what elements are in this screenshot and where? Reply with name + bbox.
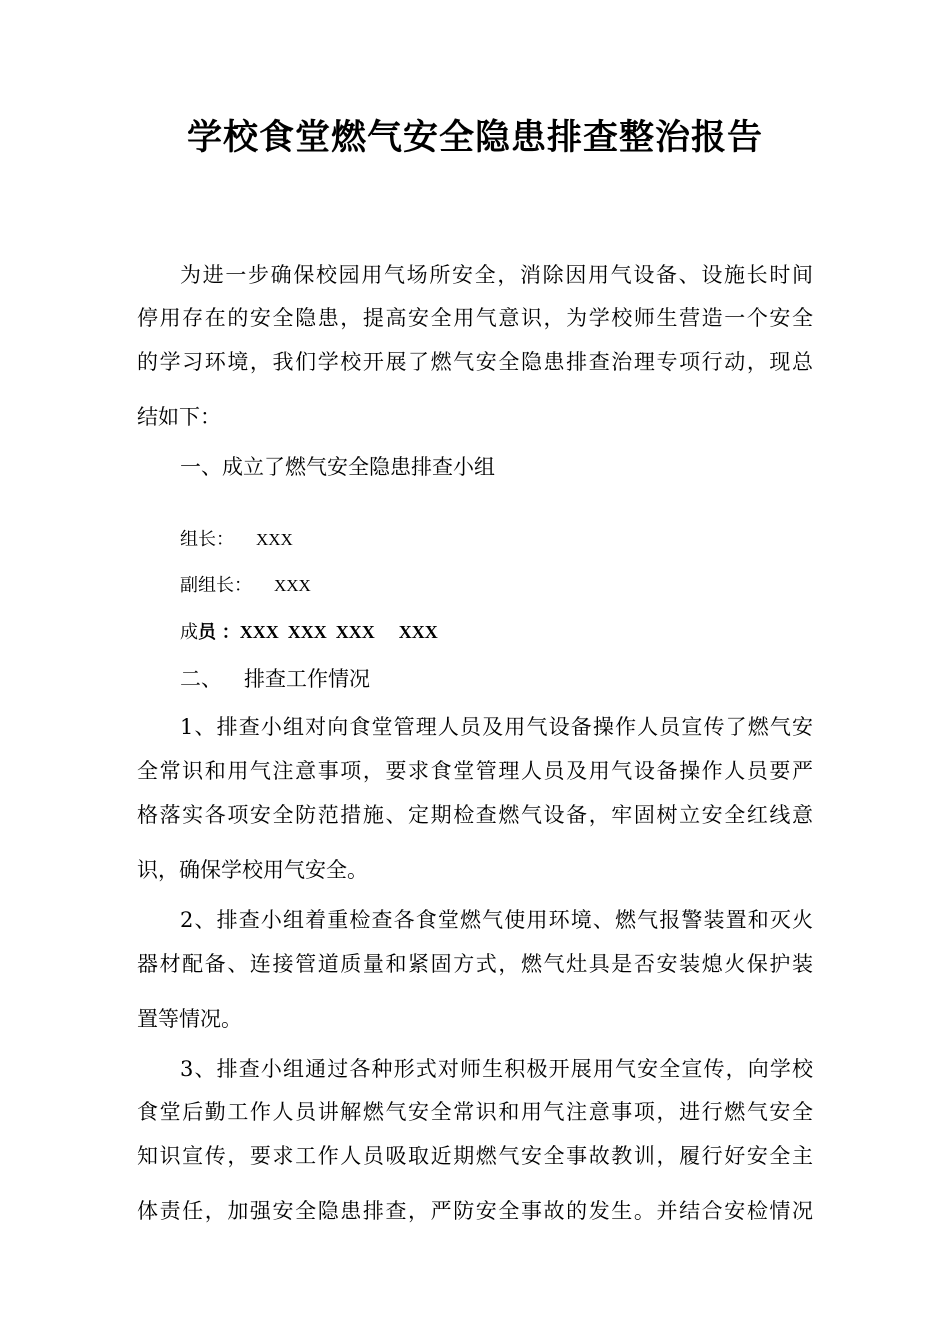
member-values: XXX XXX XXX xyxy=(239,622,375,642)
item1-line-3: 格落实各项安全防范措施、定期检查燃气设备，牢固树立安全红线意 xyxy=(137,803,813,827)
intro-line-3: 的学习环境，我们学校开展了燃气安全隐患排查治理专项行动，现总 xyxy=(137,350,813,374)
member-label-a: 成 xyxy=(180,622,198,643)
item3-line-4: 体责任，加强安全隐患排查，严防安全事故的发生。并结合安检情况 xyxy=(137,1199,813,1223)
member-label-b: 员 xyxy=(198,622,216,643)
item1-line-1: 1、排查小组对向食堂管理人员及用气设备操作人员宣传了燃气安 xyxy=(180,715,813,739)
intro-line-1: 为进一步确保校园用气场所安全，消除因用气设备、设施长时间 xyxy=(180,263,813,287)
leader-value: XXX xyxy=(256,530,293,549)
intro-line-2: 停用存在的安全隐患，提高安全用气意识，为学校师生营造一个安全 xyxy=(137,306,813,330)
item3-line-3: 知识宣传，要求工作人员吸取近期燃气安全事故教训，履行好安全主 xyxy=(137,1144,813,1168)
item1-line-4: 识，确保学校用气安全。 xyxy=(137,858,368,882)
member-last: XXX xyxy=(398,622,438,642)
item2-line-2: 器材配备、连接管道质量和紧固方式，燃气灶具是否安装熄火保护装 xyxy=(137,952,813,976)
group-members-line xyxy=(180,617,813,648)
deputy-value: XXX xyxy=(274,576,311,595)
deputy-label: 副组长： xyxy=(180,575,252,596)
section2-text: 排查工作情况 xyxy=(244,667,370,691)
item1-line-2: 全常识和用气注意事项，要求食堂管理人员及用气设备操作人员要严 xyxy=(137,759,813,783)
section1-heading: 一、成立了燃气安全隐患排查小组 xyxy=(180,455,495,479)
document-title: 学校食堂燃气安全隐患排查整治报告 xyxy=(186,117,763,158)
section2-number: 二、 xyxy=(180,667,222,691)
group-deputy-line xyxy=(180,571,813,601)
item3-line-2: 食堂后勤工作人员讲解燃气安全常识和用气注意事项，进行燃气安全 xyxy=(137,1100,813,1124)
item2-line-3: 置等情况。 xyxy=(137,1007,242,1031)
leader-label: 组长： xyxy=(180,529,234,550)
item3-line-1: 3、排查小组通过各种形式对师生积极开展用气安全宣传，向学校 xyxy=(180,1057,813,1081)
section2-heading xyxy=(180,664,813,694)
item2-line-1: 2、排查小组着重检查各食堂燃气使用环境、燃气报警装置和灭火 xyxy=(180,908,813,932)
intro-line-4: 结如下： xyxy=(137,405,221,429)
member-colon: ： xyxy=(221,622,240,643)
group-leader-line xyxy=(180,525,813,555)
